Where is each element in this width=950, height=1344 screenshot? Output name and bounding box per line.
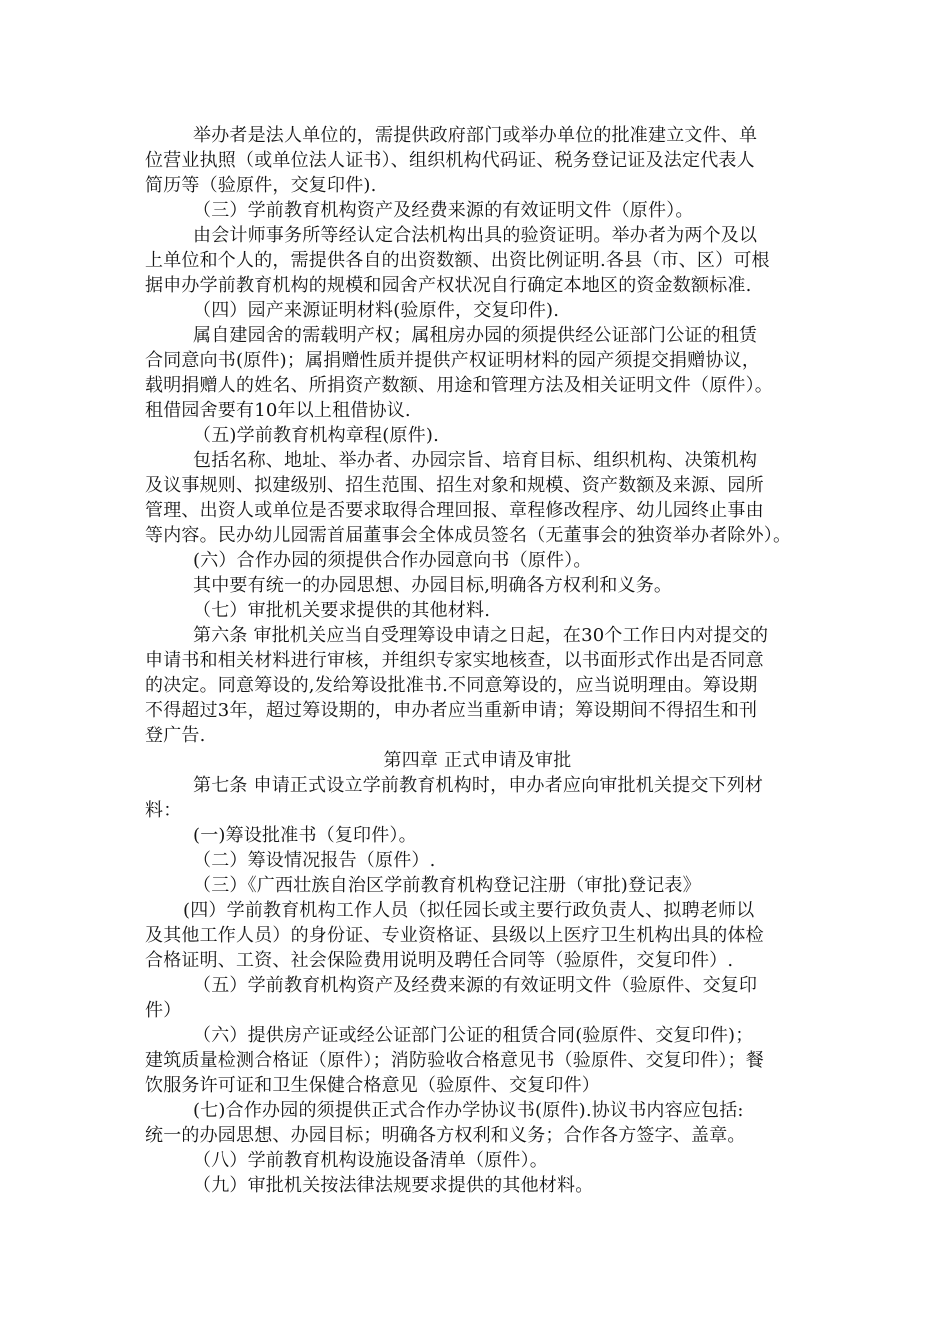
text-line: （八）学前教育机构设施设备清单（原件）。	[193, 1150, 548, 1171]
text-line: （九）审批机关按法律法规要求提供的其他材料。	[193, 1175, 594, 1196]
text-line: 登广告.	[145, 725, 206, 746]
text-line: 料：	[145, 800, 182, 821]
chapter-heading: 第四章 正式申请及审批	[383, 750, 572, 771]
text-line: 第六条 审批机关应当自受理筹设申请之日起，在30个工作日内对提交的	[193, 625, 769, 646]
text-line: 属自建园舍的需载明产权；属租房办园的须提供经公证部门公证的租赁	[193, 325, 758, 346]
text-line: 件）	[145, 1000, 182, 1021]
text-line: 合同意向书(原件)；属捐赠性质并提供产权证明材料的园产须提交捐赠协议，	[145, 350, 761, 371]
text-line: 由会计师事务所等经认定合法机构出具的验资证明。举办者为两个及以	[193, 225, 758, 246]
text-line: 及议事规则、拟建级别、招生范围、招生对象和规模、资产数额及来源、园所	[145, 475, 764, 496]
text-line: 统一的办园思想、办园目标；明确各方权利和义务；合作各方签字、盖章。	[145, 1125, 746, 1146]
text-line: 据申办学前教育机构的规模和园舍产权状况自行确定本地区的资金数额标准.	[145, 275, 752, 296]
text-line: （四）园产来源证明材料(验原件，交复印件).	[193, 300, 560, 321]
text-line: 其中要有统一的办园思想、办园目标,明确各方权利和义务。	[193, 575, 673, 596]
text-line: 包括名称、地址、举办者、办园宗旨、培育目标、组织机构、决策机构	[193, 450, 758, 471]
text-line: 不得超过3年，超过筹设期的，申办者应当重新申请；筹设期间不得招生和刊	[145, 700, 758, 721]
text-line: 饮服务许可证和卫生保健合格意见（验原件、交复印件）	[145, 1075, 600, 1096]
text-line: 租借园舍要有10年以上租借协议.	[145, 400, 411, 421]
text-line: 上单位和个人的，需提供各自的出资数额、出资比例证明.各县（市、区）可根	[145, 250, 770, 271]
text-line: 第七条 申请正式设立学前教育机构时，申办者应向审批机关提交下列材	[193, 775, 764, 796]
text-line: （五）学前教育机构资产及经费来源的有效证明文件（验原件、交复印	[193, 975, 758, 996]
text-line: 位营业执照（或单位法人证书）、组织机构代码证、税务登记证及法定代表人	[145, 150, 755, 171]
text-line: （三）学前教育机构资产及经费来源的有效证明文件（原件）。	[193, 200, 694, 221]
text-line: (四）学前教育机构工作人员（拟任园长或主要行政负责人、拟聘老师以	[183, 900, 755, 921]
text-line: (一)筹设批准书（复印件）。	[193, 825, 417, 846]
text-line: 载明捐赠人的姓名、所捐资产数额、用途和管理方法及相关证明文件（原件）。	[145, 375, 773, 396]
text-line: 的决定。同意筹设的,发给筹设批准书.不同意筹设的，应当说明理由。筹设期	[145, 675, 758, 696]
text-line: （七）审批机关要求提供的其他材料.	[193, 600, 491, 621]
text-line: 等内容。民办幼儿园需首届董事会全体成员签名（无董事会的独资举办者除外）。	[145, 525, 792, 546]
text-line: （六）提供房产证或经公证部门公证的租赁合同(验原件、交复印件)；	[193, 1025, 754, 1046]
text-line: （五)学前教育机构章程(原件).	[193, 425, 439, 446]
text-line: 建筑质量检测合格证（原件）；消防验收合格意见书（验原件、交复印件）；餐	[145, 1050, 764, 1071]
text-line: (六）合作办园的须提供合作办园意向书（原件）。	[193, 550, 592, 571]
text-line: （三）《广西壮族自治区学前教育机构登记注册（审批)登记表》	[193, 875, 701, 896]
text-line: 管理、出资人或单位是否要求取得合理回报、章程修改程序、幼儿园终止事由	[145, 500, 764, 521]
text-line: 举办者是法人单位的，需提供政府部门或举办单位的批准建立文件、单	[193, 125, 758, 146]
text-line: (七)合作办园的须提供正式合作办学协议书(原件).协议书内容应包括:	[193, 1100, 744, 1121]
text-line: 及其他工作人员）的身份证、专业资格证、县级以上医疗卫生机构出具的体检	[145, 925, 764, 946]
text-line: 申请书和相关材料进行审核，并组织专家实地核查，以书面形式作出是否同意	[145, 650, 764, 671]
text-line: （二）筹设情况报告（原件）.	[193, 850, 436, 871]
text-line: 合格证明、工资、社会保险费用说明及聘任合同等（验原件，交复印件）.	[145, 950, 734, 971]
text-line: 简历等（验原件，交复印件).	[145, 175, 377, 196]
